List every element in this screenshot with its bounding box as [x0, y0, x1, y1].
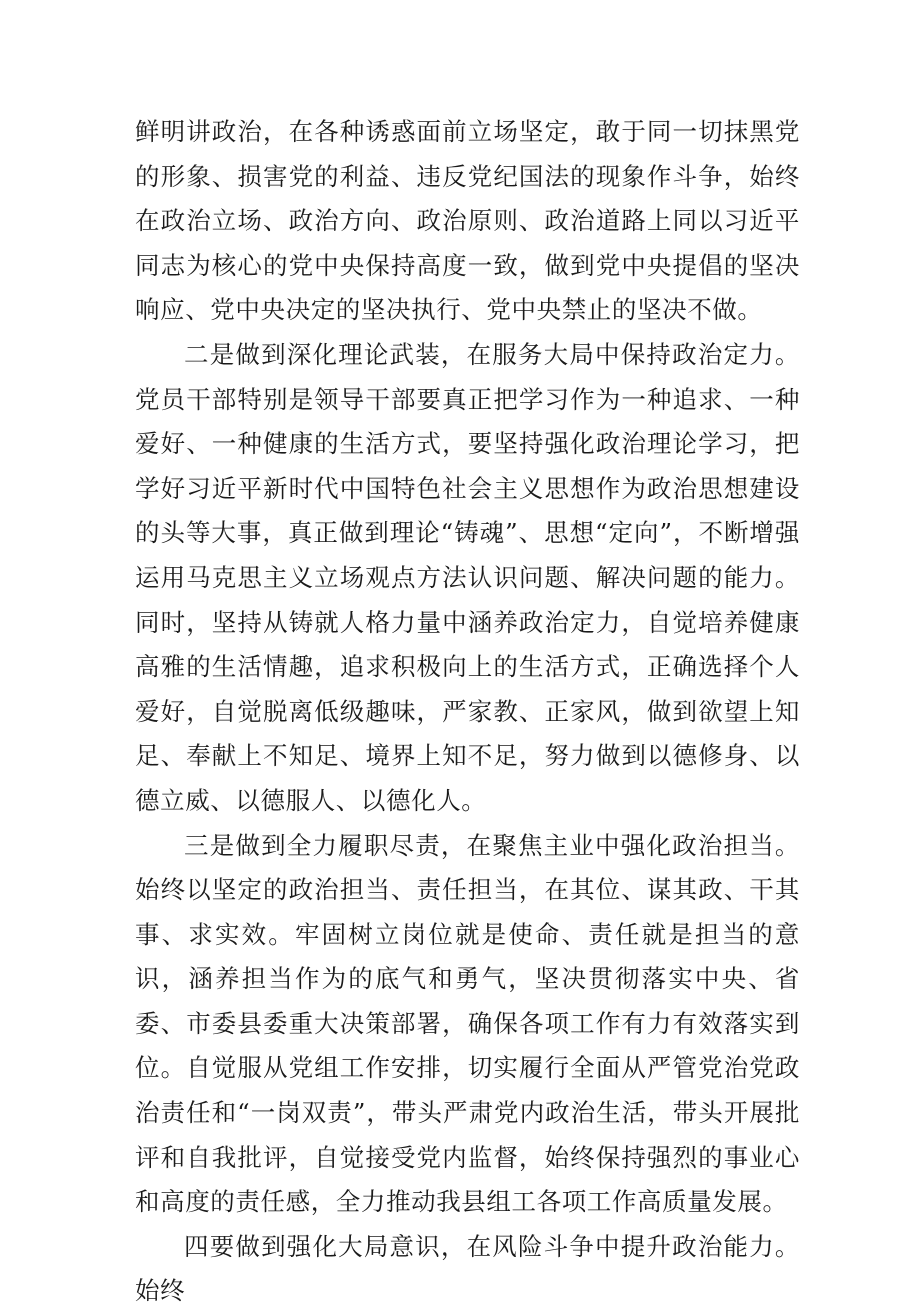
paragraph-point-two: 二是做到深化理论武装，在服务大局中保持政治定力。党员干部特别是领导干部要真正把学习作为一种追求、一种爱好、一种健康的生活方式，要坚持强化政治理论学习，把学好习近平新时代中国特色社会主义思想作为政治思想建设的头等大事，真正做到理论“铸魂”、思想“定向”，不断增强运用马克思主义立场观点方法认识问题、解决问题的能力。同时，坚持从铸就人格力量中涵养政治定力，自觉培养健康高雅的生活情趣，追求积极向上的生活方式，正确选择个人爱好，自觉脱离低级趣味，严家教、正家风，做到欲望上知足、奉献上不知足、境界上知不足，努力做到以德修身、以德立威、以德服人、以德化人。 [135, 339, 800, 815]
paragraph-point-four: 四要做到强化大局意识，在风险斗争中提升政治能力。始终 [135, 1231, 800, 1306]
paragraph-continuation: 鲜明讲政治，在各种诱惑面前立场坚定，敢于同一切抹黑党的形象、损害党的利益、违反党纪国法的现象作斗争，始终在政治立场、政治方向、政治原则、政治道路上同以习近平同志为核心的党中央保持高度一致，做到党中央提倡的坚决响应、党中央决定的坚决执行、党中央禁止的坚决不做。 [135, 117, 800, 325]
document-body [135, 110, 800, 1314]
paragraph-point-three: 三是做到全力履职尽责，在聚焦主业中强化政治担当。始终以坚定的政治担当、责任担当，在其位、谋其政、干其事、求实效。牢固树立岗位就是使命、责任就是担当的意识，涵养担当作为的底气和勇气，坚决贯彻落实中央、省委、市委县委重大决策部署，确保各项工作有力有效落实到位。自觉服从党组工作安排，切实履行全面从严管党治党政治责任和“一岗双责”，带头严肃党内政治生活，带头开展批评和自我批评，自觉接受党内监督，始终保持强烈的事业心和高度的责任感，全力推动我县组工各项工作高质量发展。 [135, 830, 800, 1217]
